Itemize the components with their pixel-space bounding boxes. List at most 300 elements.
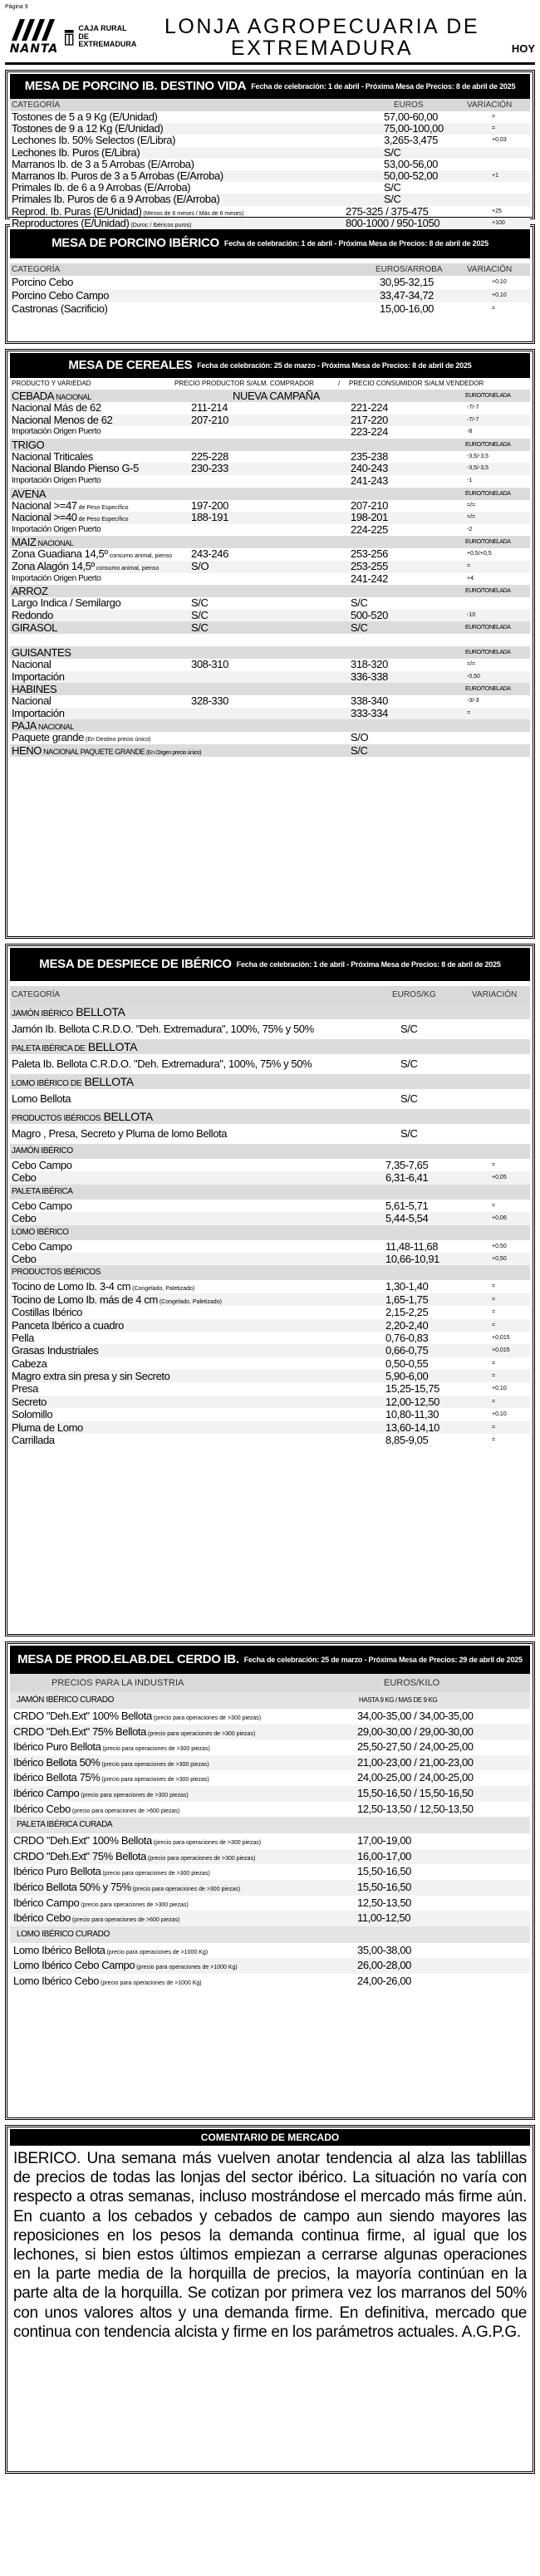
group-label [12,1144,73,1159]
section-porcino-iberico [5,224,535,344]
row-label [12,708,65,720]
table-row [10,597,530,610]
section-dates: Fecha de celebración: 1 de abril - Próxima Mesa de Precios: 8 de abril de 2025 [251,81,516,91]
row-label-text: Ibérico Cebo [13,1911,71,1925]
row-label [12,597,120,610]
comment-title: COMENTARIO DE MERCADO [10,2129,530,2146]
group-name: AVENA [12,487,47,500]
table-row [10,302,530,316]
row-label [12,426,101,439]
row-price: 34,00-35,00 / 34,00-35,00 [357,1710,474,1722]
row-note: (precio para operaciones de >300 piezas) [101,1871,210,1877]
row-label-text: Carrillada [12,1434,55,1447]
table-row [10,1054,530,1074]
row-label [12,1434,55,1446]
row-label-text: Tocino de Lomo Ib. 3-4 cm [12,1280,131,1293]
row-price: 16,00-17,00 [357,1849,411,1862]
row-price: 1,65-1,75 [385,1293,429,1306]
row-price: 50,00-52,00 [384,169,438,182]
row-label-text: CRDO "Deh.Ext" 100% Bellota [13,1710,152,1722]
row-label [12,1344,98,1357]
table-row [10,159,530,170]
group-unit: EURO/TONELADA [465,625,511,631]
row-variation: = [492,1424,496,1430]
group-sub: NACIONAL [36,539,74,548]
price-vendedor: 198-201 [351,511,388,524]
row-variation: -8 [467,429,473,435]
row-variation: = [492,1309,496,1316]
section-porcino-destino [5,70,535,229]
table-row [10,695,530,708]
row-label [12,1159,72,1171]
row-label-text: Pella [12,1331,34,1344]
row-label-text: Primales Ib. Puros de 6 a 9 Arrobas (E/Arroba) [12,193,220,206]
row-variation: -2 [467,526,473,532]
row-label [12,302,107,316]
row-label-text: Tostones de 5 a 9 Kg (E/Unidad) [12,110,158,123]
row-label-text: Marranos Ib. de 3 a 5 Arrobas (E/Arroba) [12,157,194,170]
table-row [10,415,530,427]
group-label [12,585,48,597]
row-price: 21,00-23,00 / 21,00-23,00 [357,1755,474,1769]
row-price: 11,48-11,68 [385,1239,439,1253]
table-row [10,659,530,671]
table-row [10,123,530,135]
table-row [10,1725,530,1740]
row-price: 15,50-16,50 [357,1865,411,1878]
row-variation: +0,06 [492,1215,507,1222]
row-label [12,610,53,622]
table-row [10,1434,530,1446]
group-header [10,1039,530,1054]
row-label-text: Grasas Industriales [12,1344,99,1357]
col-euros: EUROS/KG [392,990,436,999]
section-dates: Fecha de celebración: 25 de marzo - Próxima Mesa de Precios: 29 de abril de 2025 [243,1655,523,1664]
section-dates: Fecha de celebración: 1 de abril - Próxima Mesa de Precios: 8 de abril de 2025 [236,959,501,969]
price-comprador: 230-233 [191,462,228,475]
row-label [12,1212,36,1224]
row-price: S/C [400,1057,418,1070]
row-label-text: Cabeza [12,1357,47,1370]
table-row [10,634,530,646]
row-price: 53,00-56,00 [384,157,438,170]
row-variation: +4 [467,575,474,581]
row-label-text: Zona Alagón 14,5º [12,559,95,572]
row-label [12,1054,312,1074]
row-label-text: Largo Indica / Semilargo [12,596,121,610]
table-row [10,111,530,123]
price-comprador: 225-228 [191,449,228,463]
table-row [10,1911,530,1926]
table-row [10,1739,530,1755]
row-label-text: Nacional Triticales [12,449,93,463]
price-comprador: S/C [191,596,209,610]
row-label-text: Ibérico Campo [13,1786,80,1799]
group-sub: BELLOTA [72,1005,125,1018]
group-label [12,1185,73,1200]
row-label [12,1408,52,1420]
table-row [10,1802,530,1818]
row-label [12,159,194,170]
row-label [12,1319,124,1332]
row-variation: = [492,1373,496,1380]
table-row [10,671,530,684]
row-label-text: Nacional [12,694,52,708]
section-title: MESA DE PORCINO IB. DESTINO VIDA [24,79,247,94]
row-label-text: Cebo Campo [12,1239,72,1253]
row-label [12,147,140,159]
row-note: (precio para operaciones de >600 piezas) [70,1808,180,1814]
row-label [12,218,192,232]
group-header [10,1817,530,1833]
row-label [12,182,190,194]
row-variation: =/= [467,660,476,667]
row-variation: +0,5/+0,5 [467,551,492,557]
row-label-text: Nacional Blando Pienso G-5 [12,462,139,475]
row-label [12,1396,47,1408]
row-price: S/C [384,145,401,159]
row-note: (Congelado, Paletizado) [157,1298,222,1305]
row-label-text: Ibérico Bellota 50% [13,1755,101,1769]
column-header [10,1674,530,1692]
row-note: (precio para operaciones de >300 piezas) [151,1715,262,1721]
inline-price-a: S/C [191,621,209,635]
price-vendedor: 253-255 [351,559,388,572]
group-label [12,744,201,759]
group-name: PRODUCTOS IBÉRICOS [12,1114,101,1123]
masthead [5,12,535,65]
row-note: (Menos de 6 meses / Más de 6 meses) [141,210,244,217]
row-label [12,659,51,671]
group-header [10,1109,530,1124]
row-label-text: Nacional >=47 [12,498,77,512]
row-price: 5,61-5,71 [385,1199,429,1212]
table-row [10,1357,530,1370]
row-label-text: Lechones Ib. Puros (E/Libra) [12,145,140,159]
row-variation: = [492,1322,496,1328]
row-label-text: Lomo Ibérico Cebo [13,1974,100,1987]
group-header [10,621,530,634]
table-row [10,1159,530,1171]
row-label [12,135,175,146]
table-row [10,1382,530,1395]
table-row [10,1974,530,1990]
group-label [12,1265,101,1280]
group-name: MAIZ [12,536,37,549]
row-label-text: Jamón Ib. Bellota C.R.D.O. "Deh. Extremadura", 100%, 75% y 50% [12,1023,314,1035]
col-comprador: PRECIO PRODUCTOR S/ALM. COMPRADOR [174,380,314,387]
row-price: 15,50-16,50 [357,1880,411,1893]
row-note: (precio para operaciones de >300 piezas) [101,1746,210,1753]
row-label-text: Redondo [12,608,53,621]
row-label [12,1200,72,1212]
group-sub: BELLOTA [85,1040,138,1053]
row-note: (precio para operaciones de >1000 Kg) [99,1980,202,1986]
row-note: (precio para operaciones de >1000 Kg) [135,1965,238,1971]
row-label [12,1089,71,1109]
row-price: 15,25-15,75 [385,1382,439,1396]
section-header [10,228,530,258]
row-price: S/C [400,1127,418,1140]
row-label [12,1124,227,1144]
group-note: (En Origen precio único) [145,749,202,756]
row-label-text: Importación Origen Puerto [12,427,101,437]
row-label-text: Importación [12,670,65,683]
row-variation: -3,5/-3,5 [467,465,489,472]
table-row [10,1849,530,1865]
group-header [10,1074,530,1089]
group-label [12,439,44,451]
row-label-text: Importación Origen Puerto [12,475,101,485]
row-label-text: Porcino Cebo [12,276,73,288]
group-name: LOMO IBÉRICO CURADO [17,1929,110,1939]
price-vendedor: 253-256 [351,547,388,561]
table-row [10,561,530,573]
group-sub: NACIONAL [54,393,91,401]
table-row [10,708,530,720]
row-note: (precio para operaciones de >300 piezas) [100,1777,209,1784]
price-vendedor: 224-225 [351,523,388,536]
row-label-text: Cebo [12,1171,37,1185]
table-row [10,426,530,439]
group-name: PALETA IBÉRICA [12,1186,73,1196]
row-label-text: CRDO "Deh.Ext" 75% Bellota [13,1725,146,1738]
group-header [10,683,530,695]
group-name: GUISANTES [12,645,71,659]
row-label-text: CRDO "Deh.Ext" 100% Bellota [13,1834,152,1847]
price-vendedor: 207-210 [351,498,388,512]
section-despiece [5,944,535,1636]
group-name: HENO [12,743,42,757]
row-label [12,475,101,488]
row-label-text: Panceta Ibérico a cuadro [12,1318,124,1332]
price-vendedor: 235-238 [351,449,388,463]
row-price: 1,30-1,40 [385,1280,429,1293]
row-label [12,695,51,708]
row-variation: = [467,709,471,716]
group-header [10,1185,530,1200]
table-row [10,1293,530,1306]
row-price: 29,00-30,00 / 29,00-30,00 [357,1725,474,1738]
price-comprador: S/O [191,559,209,572]
group-name: LOMO IBÉRICO [12,1227,69,1237]
price-table [10,111,530,229]
row-label-text: Paquete grande [12,731,84,744]
group-name: ARROZ [12,585,48,598]
row-label [12,671,65,684]
row-label [12,1382,38,1395]
row-price: 10,66-10,91 [385,1252,439,1265]
section-header [10,1646,530,1674]
row-label-text: Lechones Ib. 50% Selectos (E/Libra) [12,134,176,147]
price-table [10,1692,530,1990]
row-label-text: Solomillo [12,1408,53,1421]
group-unit: EURO/TONELADA [465,490,511,497]
row-price: 15,50-16,50 / 15,50-16,50 [357,1786,474,1799]
group-header [10,1692,530,1709]
table-row [10,451,530,464]
row-label [12,1332,34,1344]
row-variation: = [492,114,496,120]
column-header [10,986,530,1004]
row-price: 5,44-5,54 [385,1212,429,1225]
row-variation: +0,10 [492,292,507,298]
row-label-text: Cebo [12,1212,37,1225]
group-header [10,744,530,757]
row-note: consumo animal, pienso [94,565,160,572]
table-row [10,1880,530,1896]
row-price: 24,00-25,00 / 24,00-25,00 [357,1771,474,1784]
group-label [12,488,46,500]
row-price: 17,00-19,00 [357,1834,411,1847]
table-row [10,500,530,513]
row-variation: = [492,1360,496,1367]
group-sub: BELLOTA [81,1075,134,1088]
table-row [10,402,530,415]
row-label-text: Ibérico Puro Bellota [13,1740,101,1754]
table-row [10,610,530,622]
row-label-text: Costillas Ibérico [12,1306,82,1319]
row-note: (Congelado, Paletizado) [130,1286,195,1293]
table-row [10,463,530,475]
group-label [12,621,57,634]
row-variation: -1 [467,477,473,483]
row-variation: +0,50 [492,1255,507,1262]
group-sub: NACIONAL PAQUETE GRANDE [41,747,145,756]
caja-rural-logo [63,14,142,61]
row-variation: +25 [492,208,502,214]
row-note: (precio para operaciones de >300 piezas) [130,1886,241,1892]
row-label-text: Reprod. Ib. Puras (E/Unidad) [12,204,142,218]
row-variation: -10 [467,611,476,618]
group-unit: EURO/TONELADA [465,393,511,399]
col-categoria: CATEGORÍA [12,101,61,110]
row-price: S/C [400,1023,418,1035]
row-label [12,1171,36,1184]
table-row [10,276,530,289]
group-name: TRIGO [12,438,45,451]
table-row [10,147,530,159]
row-label [13,1974,202,1992]
row-variation: =/= [467,514,476,521]
cereal-table [10,390,530,757]
row-price: 30,95-32,15 [380,276,434,288]
price-vendedor: 221-224 [351,401,388,414]
row-variation: -7/-7 [467,416,479,423]
table-row [10,1408,530,1420]
price-comprador: 243-246 [191,547,228,561]
column-header [10,263,530,276]
row-price: 26,00-28,00 [357,1959,411,1972]
table-row [10,1253,530,1265]
group-name: JAMÓN IBÉRICO [12,1146,73,1156]
row-note: (Duroc / Ibéricos puros) [129,222,192,228]
row-price: 0,66-0,75 [385,1344,429,1357]
price-comprador: 207-210 [191,413,228,426]
row-price: 35,00-38,00 [357,1943,411,1956]
group-header [10,585,530,597]
group-label [12,646,71,659]
group-name: LOMO IBÉRICO DE [12,1079,82,1088]
section-title: MESA DE PORCINO IBÉRICO [52,236,219,251]
nanta-logo [5,14,63,61]
row-variation: +0,05 [492,1175,507,1181]
row-label-text: Lomo Ibérico Bellota [13,1943,106,1956]
price-comprador: 308-310 [191,657,228,670]
row-label [12,111,158,123]
price-vendedor: 217-220 [351,413,388,426]
row-price: S/C [384,181,401,194]
table-row [10,1124,530,1144]
row-price: 57,00-60,00 [384,110,438,123]
row-label-text: Secreto [12,1395,47,1408]
table-row [10,1171,530,1184]
row-label-text: Lomo Bellota [12,1092,71,1105]
row-label [12,1253,36,1265]
row-label-text: Ibérico Puro Bellota [13,1865,101,1878]
row-label [12,415,112,427]
table-row [10,1864,530,1880]
table-row [10,548,530,561]
price-comprador: 328-330 [191,694,228,708]
row-variation: -0,50 [467,673,480,680]
row-label [12,1421,83,1434]
row-variation: = [492,1398,496,1405]
row-variation: +0,50 [492,1243,507,1249]
row-variation: +100 [492,219,505,226]
row-price: 3,265-3,475 [384,134,438,147]
section-title: MESA DE DESPIECE DE IBÉRICO [39,957,232,972]
row-price: 2,15-2,25 [385,1306,429,1319]
row-variation: = [492,1202,496,1209]
row-label [12,463,139,475]
group-name: JAMÓN IBÉRICO [12,1009,73,1018]
row-price: 12,50-13,50 / 12,50-13,50 [357,1802,474,1815]
caja-name-1: CAJA RURAL [78,24,127,33]
row-note: (precio para operaciones de >600 piezas) [70,1917,180,1924]
row-label-text: Nacional [12,657,52,670]
row-label-text: Ibérico Campo [13,1896,80,1909]
group-header [10,646,530,659]
row-label [12,1019,314,1039]
row-label [12,1370,169,1382]
row-label-text: Importación Origen Puerto [12,524,101,534]
section-dates: Fecha de celebración: 25 de marzo - Próxima Mesa de Precios: 8 de abril de 2025 [197,361,472,370]
section-title: MESA DE CEREALES [68,358,193,373]
campaign-label: NUEVA CAMPAÑA [233,390,320,402]
inline-price-b: S/C [351,621,368,635]
nanta-name: NANTA [9,42,59,56]
table-row [10,732,530,744]
row-variation: = [492,306,496,312]
row-variation: -3/-3 [467,698,479,704]
section-dates: Fecha de celebración: 1 de abril - Próxima Mesa de Precios: 8 de abril de 2025 [223,238,488,248]
group-header [10,719,530,732]
table-row [10,524,530,537]
row-price: 75,00-100,00 [384,122,444,135]
price-vendedor: 333-334 [351,706,388,719]
group-sub: NACIONAL [36,723,74,732]
col-variacion: VARIACIÓN [467,101,513,110]
price-vendedor: 241-242 [351,572,388,585]
price-vendedor: S/O [351,731,369,744]
row-variation: =/= [467,502,476,508]
row-variation: = [492,1283,496,1290]
row-price: 25,50-27,50 / 24,00-25,00 [357,1740,474,1754]
group-header [10,390,530,402]
table-row [10,1240,530,1253]
section-cereales [5,349,535,939]
